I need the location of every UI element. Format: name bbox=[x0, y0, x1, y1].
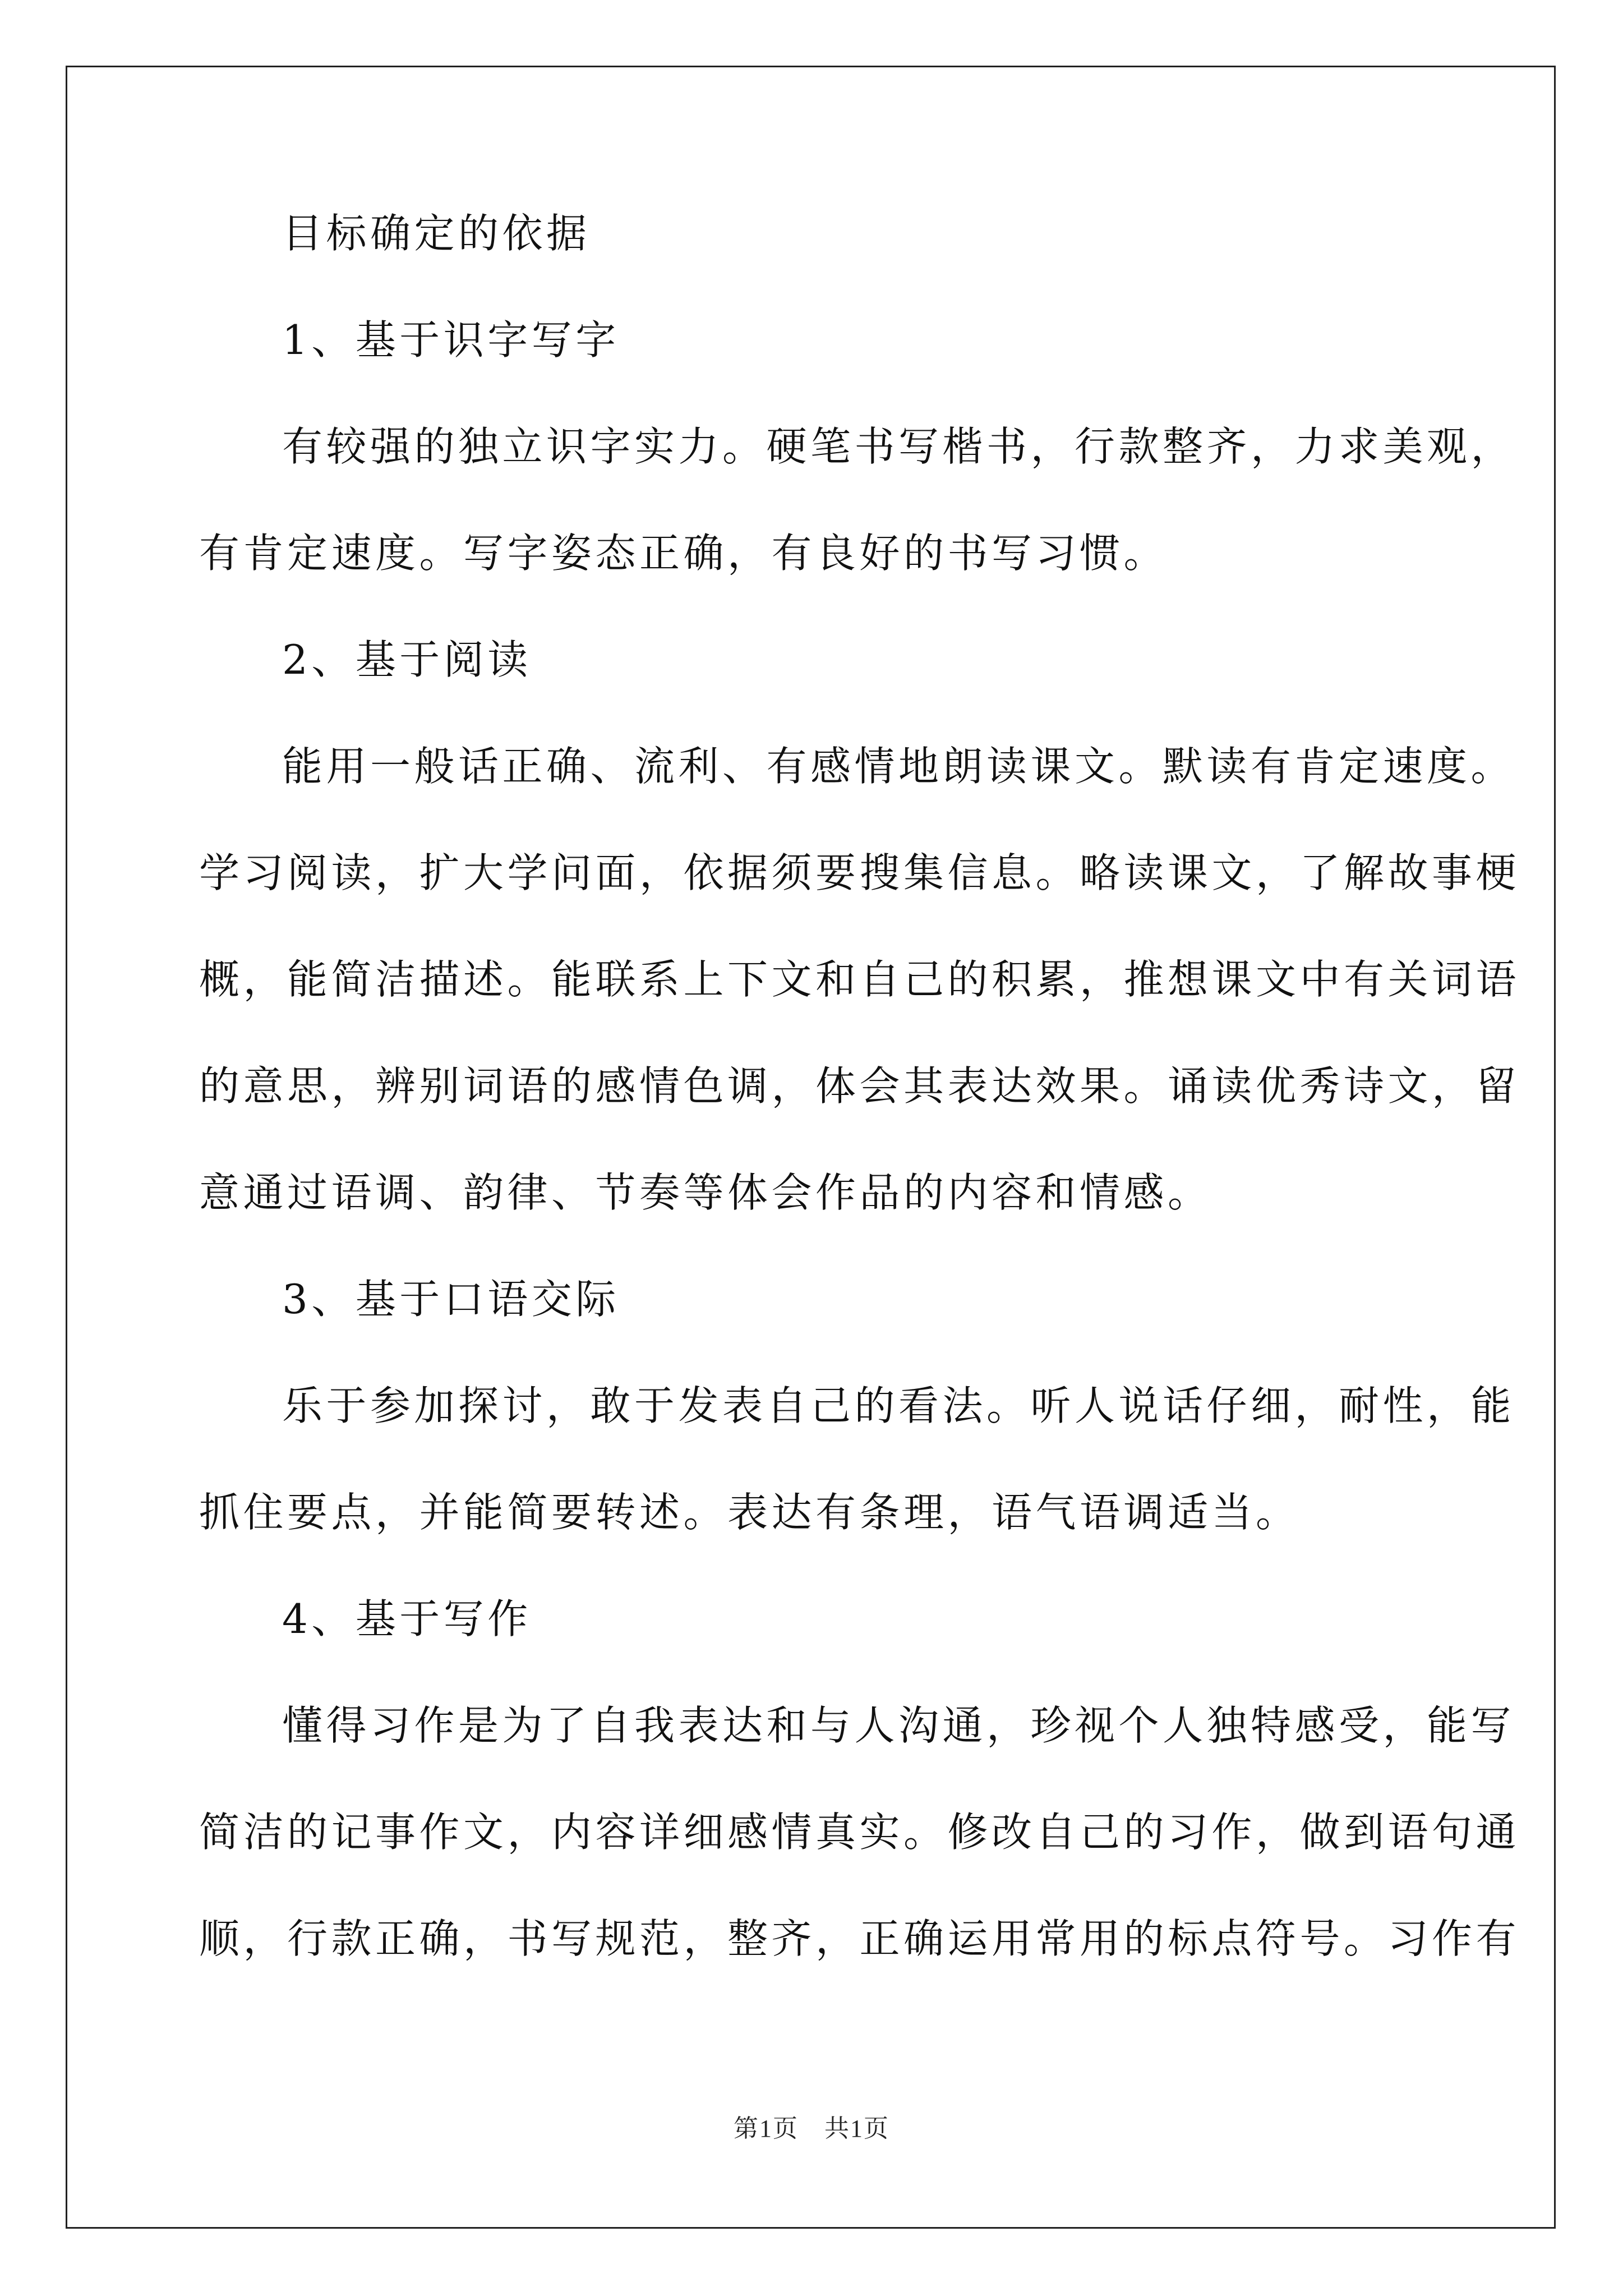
paragraph-line: 概，能简洁描述。能联系上下文和自己的积累，推想课文中有关词语 bbox=[199, 956, 1520, 1003]
paragraph-line: 乐于参加探讨，敢于发表自己的看法。听人说话仔细，耐性，能 bbox=[282, 1382, 1515, 1429]
section-heading-4: 4、基于写作 bbox=[282, 1595, 532, 1642]
paragraph-line: 有肯定速度。写字姿态正确，有良好的书写习惯。 bbox=[199, 530, 1168, 577]
page-number-footer: 第1页 共1页 bbox=[734, 2115, 889, 2142]
heading-target-basis: 目标确定的依据 bbox=[282, 210, 591, 257]
section-heading-1: 1、基于识字写字 bbox=[282, 316, 620, 364]
paragraph-line: 顺，行款正确，书写规范，整齐，正确运用常用的标点符号。习作有 bbox=[199, 1915, 1520, 1962]
paragraph-line: 有较强的独立识字实力。硬笔书写楷书，行款整齐，力求美观， bbox=[282, 423, 1515, 470]
paragraph-line: 意通过语调、韵律、节奏等体会作品的内容和情感。 bbox=[199, 1169, 1212, 1216]
paragraph-line: 的意思，辨别词语的感情色调，体会其表达效果。诵读优秀诗文，留 bbox=[199, 1062, 1520, 1110]
section-heading-3: 3、基于口语交际 bbox=[282, 1276, 620, 1323]
paragraph-line: 简洁的记事作文，内容详细感情真实。修改自己的习作，做到语句通 bbox=[199, 1809, 1520, 1856]
paragraph-line: 懂得习作是为了自我表达和与人沟通，珍视个人独特感受，能写 bbox=[282, 1702, 1515, 1749]
paragraph-line: 抓住要点，并能简要转述。表达有条理，语气语调适当。 bbox=[199, 1489, 1300, 1536]
section-heading-2: 2、基于阅读 bbox=[282, 636, 532, 683]
paragraph-line: 能用一般话正确、流利、有感情地朗读课文。默读有肯定速度。 bbox=[282, 743, 1515, 790]
page-border bbox=[66, 66, 1556, 2229]
paragraph-line: 学习阅读，扩大学问面，依据须要搜集信息。略读课文，了解故事梗 bbox=[199, 849, 1520, 896]
